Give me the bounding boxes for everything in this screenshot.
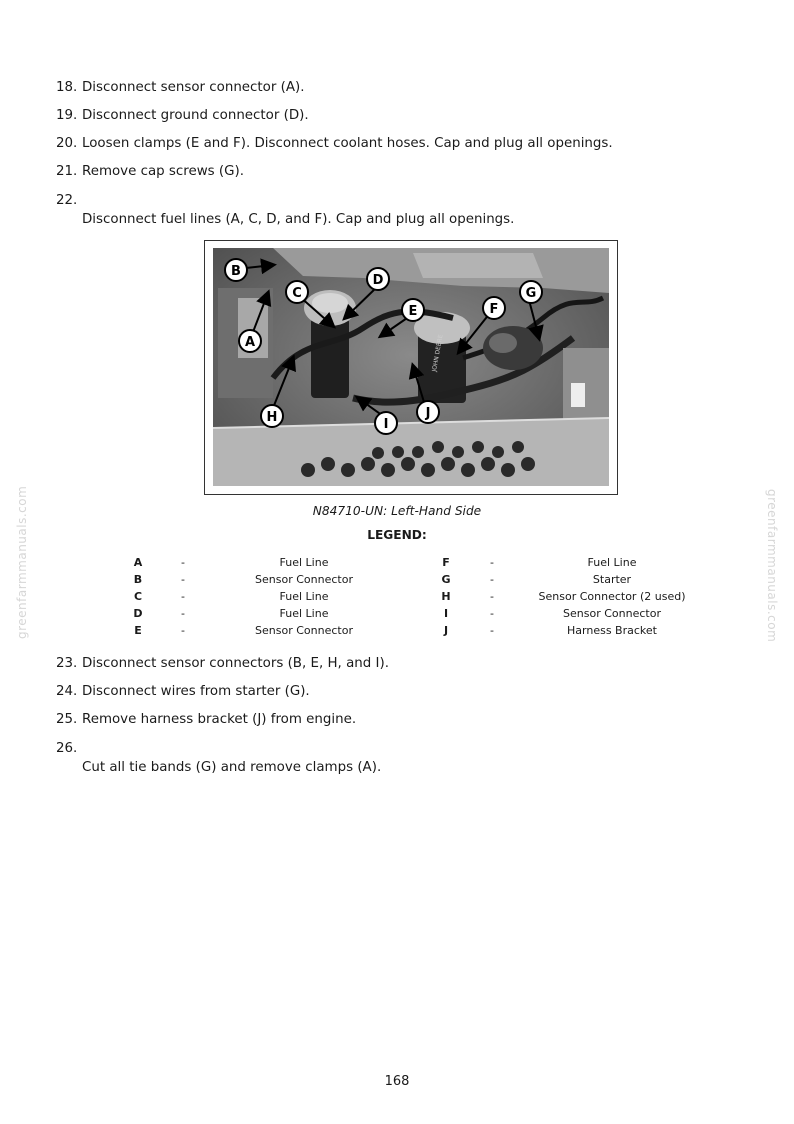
step-text: Disconnect sensor connector (A). bbox=[82, 80, 305, 95]
svg-text:F: F bbox=[489, 302, 499, 317]
legend-dash: - bbox=[490, 573, 494, 586]
legend-title: LEGEND: bbox=[367, 528, 427, 542]
legend-value: Starter bbox=[592, 573, 632, 586]
legend-dash: - bbox=[181, 624, 185, 637]
callout-a bbox=[239, 330, 261, 352]
step-26-text: Cut all tie bands (G) and remove clamps (A). bbox=[82, 760, 382, 775]
legend-value: Fuel Line bbox=[279, 590, 329, 603]
page-number: 168 bbox=[384, 1074, 410, 1089]
engine-photo-figure bbox=[204, 240, 618, 495]
legend-key: J bbox=[443, 624, 449, 637]
step-number: 19. bbox=[56, 108, 78, 123]
legend-dash: - bbox=[490, 556, 494, 569]
callout-f bbox=[483, 297, 505, 319]
step-number: 25. bbox=[56, 712, 78, 727]
legend-dash: - bbox=[490, 624, 494, 637]
step-number: 24. bbox=[56, 684, 78, 699]
step-number: 21. bbox=[56, 164, 78, 179]
step-text: Loosen clamps (E and F). Disconnect coolant hoses. Cap and plug all openings. bbox=[82, 136, 613, 151]
figure-caption: N84710-UN: Left-Hand Side bbox=[312, 504, 482, 518]
legend-key: E bbox=[134, 624, 142, 637]
step-19 bbox=[56, 107, 309, 125]
step-22-text: Disconnect fuel lines (A, C, D, and F). Cap and plug all openings. bbox=[82, 212, 515, 227]
step-24 bbox=[56, 683, 310, 701]
legend-key: F bbox=[442, 556, 450, 569]
legend-key: G bbox=[441, 573, 451, 586]
legend-dash: - bbox=[181, 573, 185, 586]
legend-key: B bbox=[133, 573, 143, 586]
svg-text:I: I bbox=[383, 417, 389, 432]
legend-value: Harness Bracket bbox=[567, 624, 657, 637]
legend-dash: - bbox=[490, 590, 494, 603]
step-text: Disconnect wires from starter (G). bbox=[82, 684, 310, 699]
callout-j bbox=[417, 401, 439, 423]
filter-label: JOHN DEERE bbox=[431, 334, 445, 373]
legend-value: Sensor Connector bbox=[563, 607, 661, 620]
step-text: Disconnect sensor connectors (B, E, H, and I). bbox=[82, 656, 389, 671]
legend-value: Fuel Line bbox=[279, 556, 329, 569]
legend-row bbox=[0, 605, 794, 622]
callout-e bbox=[402, 299, 424, 321]
callout-h bbox=[261, 405, 283, 427]
callout-i bbox=[375, 412, 397, 434]
callout-g bbox=[520, 281, 542, 303]
legend-key: A bbox=[133, 556, 143, 569]
legend-key: C bbox=[133, 590, 143, 603]
legend-row bbox=[0, 554, 794, 571]
legend-value: Sensor Connector (2 used) bbox=[538, 590, 686, 603]
svg-text:C: C bbox=[292, 286, 302, 301]
step-20 bbox=[56, 135, 613, 153]
step-text: Remove cap screws (G). bbox=[82, 164, 244, 179]
step-25 bbox=[56, 711, 356, 729]
step-number: 23. bbox=[56, 656, 78, 671]
svg-text:E: E bbox=[408, 304, 418, 319]
engine-photo-illustration bbox=[213, 248, 609, 486]
callout-b bbox=[225, 259, 247, 281]
legend-row bbox=[0, 588, 794, 605]
step-number: 20. bbox=[56, 136, 78, 151]
legend-value: Fuel Line bbox=[279, 607, 329, 620]
step-number: 26. bbox=[56, 741, 78, 756]
legend-dash: - bbox=[490, 607, 494, 620]
step-text: Disconnect ground connector (D). bbox=[82, 108, 309, 123]
step-text: Remove harness bracket (J) from engine. bbox=[82, 712, 357, 727]
svg-text:A: A bbox=[244, 335, 256, 350]
callout-d bbox=[367, 268, 389, 290]
step-22 bbox=[56, 192, 82, 210]
legend-dash: - bbox=[181, 590, 185, 603]
legend-key: D bbox=[133, 607, 143, 620]
legend-value: Sensor Connector bbox=[255, 573, 353, 586]
svg-text:G: G bbox=[525, 286, 537, 301]
step-26 bbox=[56, 740, 82, 758]
legend-row bbox=[0, 622, 794, 639]
legend-dash: - bbox=[181, 607, 185, 620]
legend-dash: - bbox=[181, 556, 185, 569]
svg-text:D: D bbox=[372, 273, 384, 288]
watermark-right: greenfarmmanuals.com bbox=[765, 489, 779, 643]
callout-c bbox=[286, 281, 308, 303]
svg-text:B: B bbox=[231, 264, 241, 279]
legend-key: I bbox=[443, 607, 449, 620]
legend-row bbox=[0, 571, 794, 588]
step-number: 18. bbox=[56, 80, 78, 95]
legend-key: H bbox=[441, 590, 451, 603]
svg-text:H: H bbox=[266, 410, 278, 425]
step-21 bbox=[56, 163, 244, 181]
legend-value: Sensor Connector bbox=[255, 624, 353, 637]
legend-value: Fuel Line bbox=[587, 556, 637, 569]
step-18 bbox=[56, 79, 304, 97]
step-number: 22. bbox=[56, 193, 78, 208]
step-23 bbox=[56, 655, 389, 673]
watermark-left: greenfarmmanuals.com bbox=[15, 485, 29, 639]
svg-text:J: J bbox=[425, 406, 431, 421]
